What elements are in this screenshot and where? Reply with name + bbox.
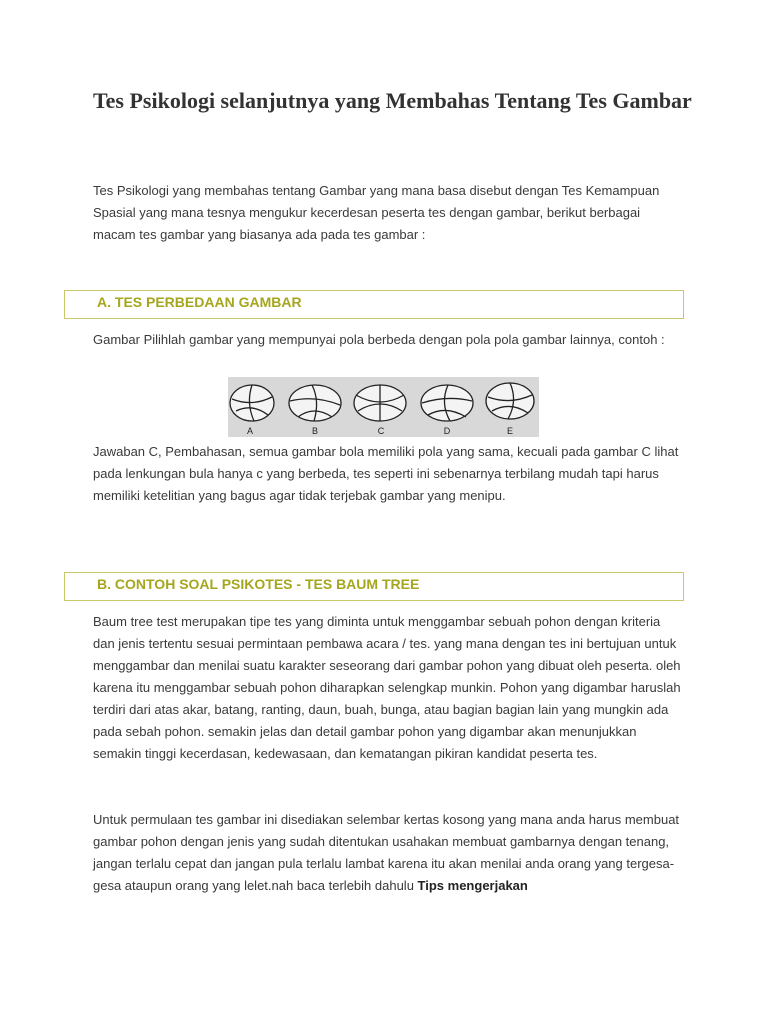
section-b-heading: B. CONTOH SOAL PSIKOTES - TES BAUM TREE [97,576,420,592]
ball-d-icon [421,385,473,421]
ball-label-d: D [443,426,451,436]
ball-label-e: E [506,426,514,436]
intro-paragraph: Tes Psikologi yang membahas tentang Gambar yang mana basa disebut dengan Tes Kemampuan Spasial yang mana tesnya mengukur kecerdesan peserta tes dengan gambar, berikut berbagai macam tes gambar yang biasanya ada pada tes gambar : [93,183,660,242]
section-a-heading: A. TES PERBEDAAN GAMBAR [97,294,302,310]
volleyball-figure [228,377,539,437]
section-b-box [64,572,684,601]
section-a-answer: Jawaban C, Pembahasan, semua gambar bola memiliki pola yang sama, kecuali pada gambar C lihat pada lenkungan bula hanya c yang berbeda, tes seperti ini sebenarnya terbilang mudah tapi harus memiliki ketelitian yang bagus agar tidak terjebak gambar yang menipu. [93,444,679,503]
ball-a-icon [230,385,274,421]
ball-label-c: C [377,426,385,436]
section-b-paragraph-1: Baum tree test merupakan tipe tes yang diminta untuk menggambar sebuah pohon dengan kriteria dan jenis tertentu sesuai permintaan pembawa acara / tes. yang mana dengan tes ini bertujuan untuk menggambar dan menilai suatu karakter seseorang dari gambar pohon yang dibuat oleh peserta. oleh karena itu menggambar sebuah pohon diharapkan selengkap munkin. Pohon yang digambar haruslah terdiri dari atas akar, batang, ranting, daun, buah, bunga, atau bagian bagian lain yang mungkin ada pada sebah pohon. semakin jelas dan detail gambar pohon yang digambar akan menunjukkan semakin tinggi kecerdasan, kedewasaan, dan kematangan pikiran kandidat peserta tes. [93,614,681,761]
section-a-question: Gambar Pilihlah gambar yang mempunyai pola berbeda dengan pola pola gambar lainnya, contoh : [93,332,665,347]
page-title: Tes Psikologi selanjutnya yang Membahas Tentang Tes Gambar [93,88,692,113]
tips-link-text: Tips mengerjakan [417,878,528,893]
section-b-paragraph-2 [93,809,683,897]
ball-e-icon [486,383,534,419]
volleyball-figure-svg [228,377,539,437]
ball-c-icon [354,385,406,421]
section-b-paragraph-2-text: Untuk permulaan tes gambar ini disediakan selembar kertas kosong yang mana anda harus membuat gambar pohon dengan jenis yang sudah ditentukan usahakan membuat gambarnya dengan tenang, jangan terlalu cepat dan jangan pula terlalu lambat karena itu akan menilai anda orang yang tergesa-gesa ataupun orang yang lelet.nah baca terlebih dahulu [93,812,680,893]
section-a-box [64,290,684,319]
ball-label-b: B [311,426,319,436]
ball-label-a: A [246,426,254,436]
ball-b-icon [289,385,341,421]
